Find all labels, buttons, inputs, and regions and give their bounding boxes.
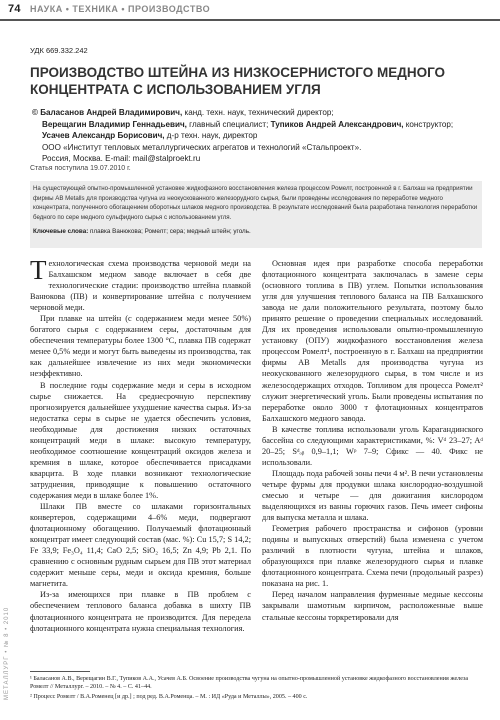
journal-issue-label: МЕТАЛЛУРГ • № 8 • 2010 [4,606,10,700]
body-paragraph: Основная идея при разработке способа переработки флотационного концентрата заключалась в замене серы (основного топлива в ПВ) углем. Попытки использования угля для улучшения теплового баланса на ПВ Балхашского завода не дали положительного результата, поэтому было принято решение о проведении специальных исследований. Для их проведения использовали опытно-промышленную установку (ОПУ) жидкофазного восстановления железа процессом Ромелт¹, построенную в г. Балхаш на предприятии фирмы AB Metalls для производства чугуна из неокускованного железорудного сырья, в том числе и из железосодержащих отходов. Топливом для процесса Ромелт² служит энергетический уголь. Были проведены испытания по переработке около 3000 т флотационных концентратов Балхашского медного завода. [262,259,483,423]
abstract-paragraph: На существующей опытно-промышленной установке жидкофазного восстановления железа процессом Ромелт, построенной в г. Балхаш на предприятии фирмы AB Metalls для производства чугуна из неокускованного железорудного сырья, были проведены исследования по переработке медного концентрата, полученного обогащением оборотных шлаков медного производства. В результате исследований была разработана технология переработки бедного по сере медного сульфидного сырья с использованием угля. [33,185,478,221]
author-name: © Баласанов Андрей Владимирович, [32,108,183,117]
author-role: конструктор; [403,119,454,129]
body-paragraph: При плавке на штейн (с содержанием меди менее 50%) богатого сырья с содержанием серы, достаточным для обеспечения температуры более 1300 °С, плавка ПВ содержат менее 0,5% меди и могут быть выведены из производства, так как дальнейшее извлечение из них меди экономически неэффективно. [30,314,251,379]
body-paragraph: В последние годы содержание меди и серы в исходном сырье снижается. На среднесрочную перспективу прогнозируется дальнейшее ухудшение качества сырья. Из-за недостатка серы в сырье не удается обеспечить условия, необходимые для достижения низких остаточных концентраций меди в шлаке: высокую температуру, необходимое соотношение концентраций оксидов железа и кремния в шлаке, которое обеспечивается присадками кварцита. В ходе плавки возникают технологические затруднения, приводящие к повышению остаточного содержания меди в шлаке более 1%. [30,380,251,500]
author-name: Тупиков Андрей Александрович, [270,119,404,129]
drop-cap: Т [30,255,47,285]
body-paragraph [30,255,251,313]
author-line-1 [32,107,482,119]
page-number: 74 [8,3,21,15]
body-paragraph: В качестве топлива использовали уголь Карагандинского бассейна со следующими характеристиками, %: Vᵈ 23–27; Aᵈ 20–25; Sᵈₒᵦ 0,9–1,1; Wᵖ 7–9; Cфикс — 40. Фикс не использовали. [262,424,483,467]
author-contacts: Россия, Москва. E-mail: mail@stalproekt.ru [42,154,201,163]
author-line-3 [32,130,482,142]
body-paragraph: Площадь пода рабочей зоны печи 4 м². В печи установлены четыре фурмы для продувки шлака кислородно-воздушной смесью и четыре — для дожигания кислородом выделяющихся из ванны горючих газов. Печь имеет сифоны для выпуска металла и шлака. [262,468,483,523]
body-paragraph: Геометрия рабочего пространства и сифонов (уровни подины и выпускных отверстий) была изменена с учетом различий в плотности чугуна, штейна и шлаков, образующихся при плавке железорудного сырья и плавке флотационного концентрата. Схема печи (продольный разрез) показана на рис. 1. [262,524,483,589]
keywords-label: Ключевые слова: [33,228,89,235]
body-column-right [262,258,483,623]
keywords [33,228,473,235]
author-organization: ООО «Институт тепловых металлургических агрегатов и технологий «Стальпроект». [42,142,362,152]
footnote: ² Процесс Ромелт / В.А.Роменец [и др.] ; под ред. В.А.Роменца. – М. : ИД «Руда и Металлы», 2005. – 400 с. [30,694,308,700]
side-margin-text [2,570,12,710]
footnote: ¹ Баласанов А.В., Верещагин В.Г., Тупиков А.А., Усачев А.Б. Освоение производства чугуна на опытно-промышленной установке жидкофазного восстановления железа Ромелт // Металлург. – 2010. – № 4. – С. 41–44. [30,676,469,690]
body-paragraph: Шлаки ПВ вместе со шлаками горизонтальных конвертеров, содержащими 4–6% меди, подвергают флотационному обогащению. Получаемый флотационный концентрат имеет следующий состав (мас. %): Cu 15,7; S 14,2; Fe 33,9; Fe₃O₄ 11,4; CaO 2,5; SiO₂ 16,5; Zn 4,9; Pb 2,1. По сравнению с основным рудным сырьем для ПВ этот материал содержит меньше серы, меди и оксида кремния, больше магнетита. [30,502,251,589]
author-line-2 [32,119,482,131]
author-role: главный специалист; [186,119,271,129]
author-name: Верещагин Владимир Геннадьевич, [42,119,187,129]
author-name: Усачев Александр Борисович, [42,131,165,140]
section-title: НАУКА • ТЕХНИКА • ПРОИЗВОДСТВО [30,4,211,14]
footnote-rule [30,671,90,672]
footnotes [30,671,480,703]
author-role: д-р техн. наук, директор [164,131,258,140]
authors-block [32,107,482,165]
abstract [33,184,481,223]
author-role: канд. техн. наук, технический директор; [182,108,334,117]
received-date: Статья поступила 19.07.2010 г. [30,165,131,172]
udk-code: УДК 669.332.242 [30,46,88,55]
body-column-left [30,255,251,634]
keywords-text: плавка Ванюкова; Ромелт; сера; медный штейн; уголь. [88,228,251,235]
article-title: ПРОИЗВОДСТВО ШТЕЙНА ИЗ НИЗКОСЕРНИСТОГО МЕДНОГО КОНЦЕНТРАТА С ИСПОЛЬЗОВАНИЕМ УГЛЯ [30,65,446,97]
body-paragraph: Перед началом направления фурменные медные кессоны закрывали шамотным кирпичом, расположенные выше стальные кессоны торкретировали для [262,590,483,622]
page-header [0,0,500,20]
body-paragraph: Из-за имеющихся при плавке в ПВ проблем с обеспечением теплового баланса добавка в шихту ПВ флотационного концентрата не производится. Для передела флотационного концентрата нужна специальная технология. [30,590,251,633]
body-paragraph-text: ехнологическая схема производства черновой меди на Балхашском медном заводе включает в себя две технологические стадии: производство штейна плавкой Ванюкова (ПВ) и конвертирование штейна с получением черновой меди. [30,259,251,313]
header-rule [0,19,500,21]
